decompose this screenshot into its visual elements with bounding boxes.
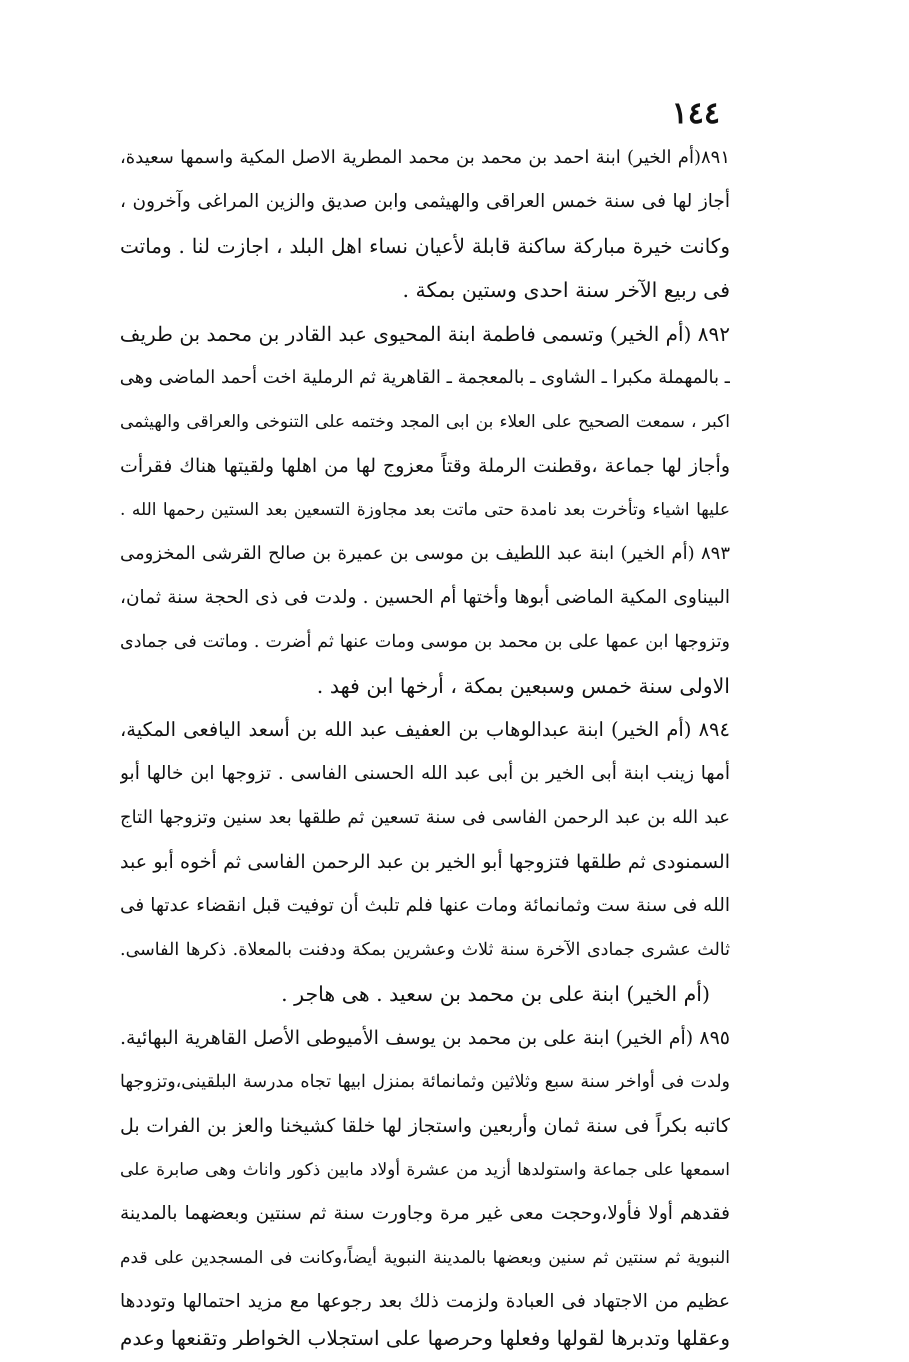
text-line: السمنودى ثم طلقها فتزوجها أبو الخير بن عبد الرحمن الفاسى ثم أخوه أبو عبد <box>120 851 730 873</box>
text-line: وتزوجها ابن عمها على بن محمد بن موسى ومات عنها ثم أضرت . وماتت فى جمادى <box>120 632 730 652</box>
text-line: عليها اشياء وتأخرت بعد نامدة حتى ماتت بعد مجاوزة التسعين بعد الستين رحمها الله . <box>120 500 730 520</box>
text-line: وعقلها وتدبرها لقولها وفعلها وحرصها على استجلاب الخواطر وتقنعها وعدم <box>120 1326 730 1350</box>
text-line: ـ بالمهملة مكبرا ـ الشاوى ـ بالمعجمة ـ القاهرية ثم الرملية اخت أحمد الماضى وهى <box>120 367 730 388</box>
text-line: أمها زينب ابنة أبى الخير بن أبى عبد الله الحسنى الفاسى . تزوجها ابن خالها أبو <box>120 763 730 784</box>
text-line: ثالث عشرى جمادى الآخرة سنة ثلاث وعشرين بمكة ودفنت بالمعلاة. ذكرها الفاسى. <box>120 940 730 960</box>
text-line: ٨٩٢ (أم الخير) وتسمى فاطمة ابنة المحيوى عبد القادر بن محمد بن طريف <box>120 322 730 346</box>
text-line: وكانت خيرة مباركة ساكنة قابلة لأعيان نساء اهل البلد ، اجازت لنا . وماتت <box>120 234 730 258</box>
text-line: ٨٩١(أم الخير) ابنة احمد بن محمد بن محمد المطرية الاصل المكية واسمها سعيدة، <box>120 147 730 168</box>
text-line: ٨٩٥ (أم الخير) ابنة على بن محمد بن يوسف الأميوطى الأصل القاهرية البهائية. <box>120 1027 730 1049</box>
text-line: الاولى سنة خمس وسبعين بمكة ، أرخها ابن فهد . <box>316 674 730 698</box>
text-line: فقدهم أولا فأولا،وحجت معى غير مرة وجاورت سنة ثم سنتين وبعضهما بالمدينة <box>120 1203 730 1224</box>
text-line: (أم الخير) ابنة على بن محمد بن سعيد . هى هاجر . <box>281 982 710 1006</box>
text-line: ولدت فى أواخر سنة سبع وثلاثين وثمانمائة بمنزل ابيها تجاه مدرسة البلقينى،وتزوجها <box>120 1072 730 1092</box>
text-line: ٨٩٣ (أم الخير) ابنة عبد اللطيف بن موسى بن عميرة بن صالح القرشى المخزومى <box>120 543 730 564</box>
text-line: فى ربيع الآخر سنة احدى وستين بمكة . <box>402 278 730 302</box>
text-line: وأجاز لها جماعة ،وقطنت الرملة وقتاً معزوج لها من اهلها ولقيتها هناك فقرأت <box>120 455 730 477</box>
text-line: ٨٩٤ (أم الخير) ابنة عبدالوهاب بن العفيف عبد الله بن أسعد اليافعى المكية، <box>120 718 730 741</box>
text-line: النبوية ثم سنتين ثم سنين وبعضها بالمدينة النبوية أيضاً،وكانت فى المسجدين على قدم <box>120 1248 730 1268</box>
text-line: الله فى سنة ست وثمانمائة ومات عنها فلم تلبث أن توفيت قبل انقضاء عدتها فى <box>120 895 730 916</box>
text-line: البيناوى المكية الماضى أبوها وأختها أم الحسين . ولدت فى ذى الحجة سنة ثمان، <box>120 587 730 608</box>
text-line: أجاز لها فى سنة خمس العراقى والهيثمى وابن صديق والزين المراغى وآخرون ، <box>120 191 730 212</box>
page-number: ١٤٤ <box>671 96 720 131</box>
text-line: عبد الله بن عبد الرحمن الفاسى فى سنة تسعين ثم طلقها بعد سنين وتزوجها التاج <box>120 807 730 828</box>
text-line: اكبر ، سمعت الصحيح على العلاء بن ابى المجد وختمه على التنوخى والعراقى والهيثمى <box>120 412 730 432</box>
text-line: اسمعها على جماعة واستولدها أزيد من عشرة أولاد مابين ذكور واناث وهى صابرة على <box>120 1160 730 1180</box>
text-line: كاتبه بكراً فى سنة ثمان وأربعين واستجاز لها خلقا كشيخنا والعز بن الفرات بل <box>120 1115 730 1137</box>
text-line: عظيم من الاجتهاد فى العبادة ولزمت ذلك بعد رجوعها مع مزيد احتمالها وتوددها <box>120 1291 730 1312</box>
